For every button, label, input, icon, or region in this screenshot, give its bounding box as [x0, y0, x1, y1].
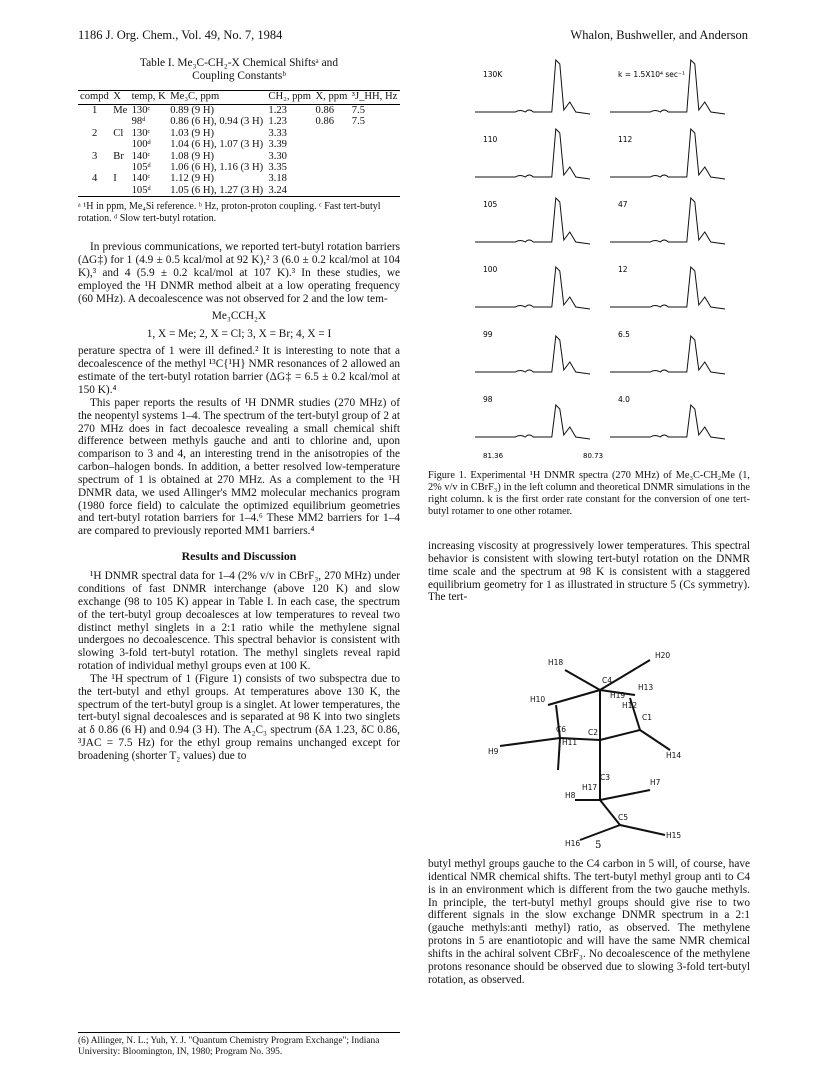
table-cell: Br: [113, 150, 124, 162]
table-cell: [314, 151, 350, 162]
simulated-trace: [610, 336, 725, 374]
table-cell: [314, 139, 350, 150]
experimental-label: 100: [483, 265, 498, 274]
experimental-label: 110: [483, 135, 498, 144]
table-row: [78, 139, 400, 150]
experimental-label: 105: [483, 200, 498, 209]
right-text-1: [428, 540, 750, 604]
table-row: [78, 116, 400, 127]
th-xppm: X, ppm: [314, 91, 350, 105]
th-temp: temp, K: [130, 91, 169, 105]
experimental-trace: [475, 60, 590, 114]
table-cell: 3.39: [268, 139, 287, 151]
atom-label: C2: [588, 728, 599, 737]
header-right: Whalon, Bushweller, and Anderson: [570, 28, 748, 42]
table-cell: 3.30: [268, 150, 287, 162]
table-cell: 1.04 (6 H), 1.07 (3 H): [170, 139, 264, 151]
experimental-label: 99: [483, 330, 493, 339]
axis-left-label: 81.36: [483, 452, 504, 460]
atom-label: C4: [602, 676, 613, 685]
table-footnote: ᵃ ¹H in ppm, Me₄Si reference. ᵇ Hz, proton-proton coupling. ᶜ Fast tert-butyl rotation. ᵈ Slow tert-butyl rotation.: [78, 201, 381, 225]
table-cell: 105ᵈ: [131, 162, 151, 174]
table-cell: 2: [91, 127, 98, 139]
table-cell: 98ᵈ: [131, 116, 146, 128]
simulated-spectra: [610, 60, 725, 439]
running-header: [78, 28, 748, 46]
atom-label: C6: [556, 725, 567, 734]
atom-label: C5: [618, 813, 629, 822]
atom-label: H17: [582, 783, 598, 792]
table-cell: [111, 162, 129, 173]
table-cell: 0.86: [315, 105, 335, 116]
table-cell: [350, 173, 400, 184]
table-cell: [314, 185, 350, 197]
table-cell: 0.86 (6 H), 0.94 (3 H): [170, 116, 264, 128]
table-cell: 1.08 (9 H): [170, 150, 215, 162]
simulated-trace: [610, 60, 725, 114]
experimental-trace: [475, 336, 590, 374]
header-left: 1186 J. Org. Chem., Vol. 49, No. 7, 1984: [78, 28, 283, 42]
table-cell: [78, 162, 111, 173]
table-cell: 100ᵈ: [131, 139, 151, 151]
atom-label: H11: [562, 738, 578, 747]
structure-5-diagram: [470, 650, 730, 850]
paragraph-4: ¹H DNMR spectral data for 1–4 (2% v/v in CBrF₃, 270 MHz) under conditions of fast DNMR interchange (above 120 K) and slow exchange (98 to 105 K) appear in Table I. In each case, the spectrum of the tert-butyl group decoalesces at low temperatures to reveal two distinct methyl singlets in a 2:1 ratio while the methylene signal undergoes no decoalescence. This spectral behavior is consistent with slowing 3-fold tert-butyl rotation. The methyl singlets reveal rapid rotation of individual methyl groups even at 100 K.: [78, 570, 400, 673]
th-ch2: CH₂, ppm: [266, 91, 313, 105]
th-me3c: Me₃C, ppm: [168, 91, 266, 105]
equation-2: 1, X = Me; 2, X = Cl; 3, X = Br; 4, X = I: [146, 328, 332, 341]
experimental-label: 98: [483, 395, 493, 404]
figure-caption: Figure 1. Experimental ¹H DNMR spectra (270 MHz) of Me₃C-CH₂Me (1, 2% v/v in CBrF₃) in the left column and theoretical DNMR simulations in the right column. k is the first order rate constant for the conversion of one tert-butyl rotamer to one other rotamer.: [428, 470, 750, 517]
table-cell: 140ᶜ: [131, 173, 151, 185]
simulated-label: k = 1.5X10⁴ sec⁻¹: [618, 70, 686, 79]
table-cell: 1: [91, 105, 98, 116]
paragraph-7: butyl methyl groups gauche to the C4 carbon in 5 will, of course, have identical NMR chemical shifts. The tert-butyl methyl group anti to C4 is in an environment which is different from the two gauche methyls. In principle, the tert-butyl methyl groups should give rise to two different signals in the slow exchange DNMR spectrum in a 2:1 (gauche methyls:anti methyl) ratio, as observed. The methylene protons in 5 are enantiotopic and will have the same NMR chemical shifts in the achiral solvent CBrF₃. No decoalescence of the methylene protons resonance should be observed due to slowing 3-fold tert-butyl rotation, as observed.: [428, 858, 750, 986]
table-cell: 1.12 (9 H): [170, 173, 215, 185]
simulated-label: 12: [618, 265, 628, 274]
structure-number: 5: [595, 840, 602, 850]
th-compd: compd: [78, 91, 111, 105]
nmr-spectra-figure: [465, 50, 755, 460]
table-caption-line1: Table I. Me₃C-CH₂-X Chemical Shiftsᵃ and: [139, 57, 339, 69]
table-cell: [314, 173, 350, 184]
atom-label: H16: [565, 839, 581, 848]
table-cell: [350, 151, 400, 162]
atom-label: H10: [530, 695, 546, 704]
table-cell: [350, 128, 400, 139]
table-cell: 3: [91, 150, 98, 162]
atom-label: H13: [638, 683, 654, 692]
section-heading: Results and Discussion: [181, 549, 297, 564]
atom-label: H19: [610, 691, 626, 700]
table-cell: [111, 139, 129, 150]
table-cell: 0.86: [315, 116, 335, 128]
atom-label: H15: [666, 831, 682, 840]
table-cell: 3.24: [268, 184, 287, 196]
table-cell: 3.35: [268, 162, 287, 174]
atom-label: H20: [655, 651, 671, 660]
footnote: (6) Allinger, N. L.; Yuh, Y. J. "Quantum Chemistry Program Exchange"; Indiana University: Bloomington, IN, 1980; Program No. 395.: [78, 1032, 400, 1058]
table-cell: 105ᵈ: [131, 184, 151, 196]
atom-label: H9: [488, 747, 499, 756]
simulated-label: 112: [618, 135, 633, 144]
atom-label: H14: [666, 751, 682, 760]
atom-label: C3: [600, 773, 611, 782]
th-x: X: [111, 91, 129, 105]
table-cell: 130ᶜ: [131, 105, 151, 116]
experimental-trace: [475, 405, 590, 439]
table-cell: [78, 116, 111, 127]
equation-1: Me₃CCH₂X: [211, 310, 267, 323]
simulated-trace: [610, 405, 725, 439]
table-cell: 130ᶜ: [131, 127, 151, 139]
table-cell: [111, 116, 129, 127]
atom-label: H18: [548, 658, 564, 667]
table-cell: 1.23: [268, 116, 287, 128]
left-column: [78, 52, 400, 763]
experimental-spectra: [475, 60, 590, 439]
table-cell: 140ᶜ: [131, 150, 151, 162]
table-cell: 0.89 (9 H): [170, 105, 215, 116]
table-cell: [350, 139, 400, 150]
table-cell: [350, 185, 400, 197]
table-cell: 7.5: [351, 105, 366, 116]
table-cell: Me: [113, 105, 128, 116]
table-caption-line2: Coupling Constantsᵇ: [192, 70, 286, 82]
simulated-label: 4.0: [618, 395, 630, 404]
simulated-label: 6.5: [618, 330, 630, 339]
table-cell: [314, 162, 350, 173]
table-row: [78, 162, 400, 173]
table-cell: [78, 185, 111, 197]
paragraph-5: The ¹H spectrum of 1 (Figure 1) consists of two subspectra due to the tert-butyl and ethyl groups. At temperatures above 130 K, the spectrum of the tert-butyl group is a singlet. At lower temperatures, the tert-butyl signal decoalesces and is separated at 98 K into two singlets at δ 0.86 (6 H) and 0.94 (3 H). The A₂C₃ spectrum (δA 1.23, δC 0.86, ³JAC = 7.5 Hz) for the ethyl group remains unchanged except for broadening (shorter T₂ values) due to: [78, 672, 400, 762]
paragraph-6: increasing viscosity at progressively lower temperatures. This spectral behavior is consistent with slowing tert-butyl rotation on the DNMR time scale and the spectrum at 98 K is consistent with a staggered equilibrium geometry for 1 as illustrated in structure 5 (Cs symmetry). The tert-: [428, 540, 750, 604]
simulated-label: 47: [618, 200, 628, 209]
atom-label: C1: [642, 713, 653, 722]
paragraph-2: perature spectra of 1 were ill defined.² It is interesting to note that a decoalescence of the methyl ¹³C{¹H} NMR resonances of 2 allowed an estimate of the tert-butyl rotation barrier (ΔG‡ = 6.5 ± 0.2 kcal/mol at 150 K).⁴: [78, 345, 400, 396]
table-cell: [78, 139, 111, 150]
table-row: [78, 105, 400, 117]
paragraph-1: In previous communications, we reported tert-butyl rotation barriers (ΔG‡) for 1 (4.9 ± 0.5 kcal/mol at 92 K),² 3 (6.0 ± 0.2 kcal/mol at 104 K),³ and 4 (5.9 ± 0.2 kcal/mol at 107 K).³ In these studies, we employed the ¹H DNMR method albeit at a low operating frequency (60 MHz). A decoalescence was not observed for 2 and the low tem-: [78, 241, 400, 305]
atom-label: H12: [622, 701, 638, 710]
table-cell: 4: [91, 173, 98, 185]
table-row: [78, 128, 400, 139]
th-jhh: ³J_HH, Hz: [350, 91, 400, 105]
table-cell: 1.23: [268, 105, 287, 116]
table-row: [78, 173, 400, 184]
table-cell: Cl: [113, 127, 124, 139]
table-cell: [111, 185, 129, 197]
table-cell: 1.05 (6 H), 1.27 (3 H): [170, 184, 264, 196]
table-cell: 1.03 (9 H): [170, 127, 215, 139]
table-cell: [314, 128, 350, 139]
atom-label: H7: [650, 778, 661, 787]
table-caption: [78, 57, 400, 83]
table-row: [78, 151, 400, 162]
shift-table: [78, 90, 400, 197]
table-cell: 1.06 (6 H), 1.16 (3 H): [170, 162, 264, 174]
paragraph-3: This paper reports the results of ¹H DNMR studies (270 MHz) of the neopentyl systems 1–4. The spectrum of the tert-butyl group of 2 at 270 MHz does in fact decoalesce revealing a small chemical shift difference between methyls gauche and anti to chlorine and, upon comparison to 3 and 4, an interesting trend in the anisotropies of the carbon–halogen bonds. In addition, a better resolved low-temperature spectrum of 1 is obtained at 270 MHz. As a complement to the ¹H DNMR data, we used Allinger's MM2 molecular mechanics program (1980 force field) to calculate the optimized equilibrium geometries and tert-butyl rotation barriers for 1–4.⁶ These MM2 barriers for 1–4 are compared to previously reported MM1 barriers.⁴: [78, 396, 400, 538]
table-cell: [350, 162, 400, 173]
axis-right-label: 80.73: [583, 452, 604, 460]
table-cell: I: [113, 173, 117, 185]
table-row: [78, 185, 400, 197]
table-cell: 7.5: [351, 116, 366, 128]
atom-label: H8: [565, 791, 576, 800]
table-cell: 3.18: [268, 173, 287, 185]
table-cell: 3.33: [268, 127, 287, 139]
experimental-label: 130K: [483, 70, 503, 79]
right-text-2: [428, 858, 750, 986]
